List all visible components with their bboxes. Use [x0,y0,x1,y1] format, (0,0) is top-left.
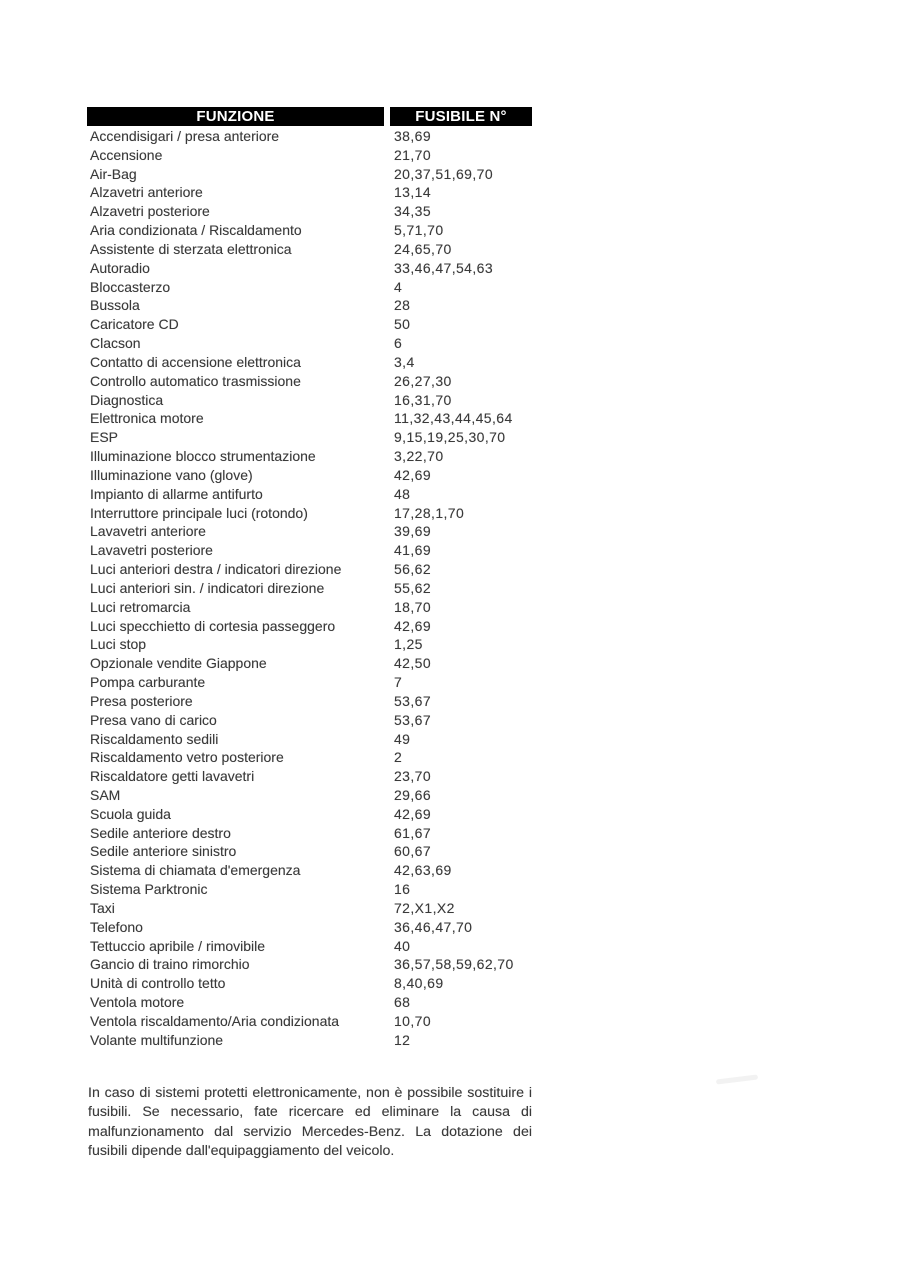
table-row [87,617,532,636]
table-row [87,937,532,956]
function-cell: Illuminazione vano (glove) [90,466,253,483]
table-row [87,485,532,504]
function-cell: Alzavetri anteriore [90,184,203,201]
function-cell: Telefono [90,918,143,935]
fuse-number-cell: 13,14 [394,184,432,201]
fuse-number-cell: 42,63,69 [394,862,452,879]
table-row [87,955,532,974]
function-cell: Sistema Parktronic [90,881,208,898]
fuse-number-cell: 7 [394,674,403,691]
fuse-number-cell: 6 [394,335,403,352]
fuse-number-cell: 38,69 [394,128,432,144]
function-cell: Interruttore principale luci (rotondo) [90,504,308,521]
fuse-number-cell: 11,32,43,44,45,64 [394,410,513,427]
fuse-number-cell: 1,25 [394,636,423,653]
fuse-number-cell: 40 [394,937,411,954]
table-row [87,221,532,240]
function-cell: Riscaldamento sedili [90,730,219,747]
table-row [87,296,532,315]
table-row [87,654,532,673]
table-row [87,598,532,617]
function-cell: Opzionale vendite Giappone [90,655,267,672]
fuse-number-cell: 24,65,70 [394,240,452,257]
fuse-number-cell: 3,4 [394,353,415,370]
function-cell: Lavavetri posteriore [90,542,213,559]
function-cell: Sistema di chiamata d'emergenza [90,862,301,879]
table-row [87,880,532,899]
table-row [87,466,532,485]
function-cell: Riscaldatore getti lavavetri [90,768,255,785]
fuse-number-cell: 42,50 [394,655,432,672]
fuse-number-cell: 53,67 [394,711,432,728]
function-cell: Luci anteriori destra / indicatori direzione [90,561,342,578]
function-cell: Presa posteriore [90,692,193,709]
table-header-row [87,107,532,126]
fuse-number-cell: 60,67 [394,843,432,860]
fuse-table-body [87,126,532,1050]
fuse-number-cell: 49 [394,730,411,747]
function-cell: Controllo automatico trasmissione [90,372,301,389]
fuse-number-cell: 10,70 [394,1012,432,1029]
function-cell: Ventola motore [90,994,185,1011]
table-row [87,993,532,1012]
function-cell: Luci anteriori sin. / indicatori direzione [90,579,325,596]
table-row [87,730,532,749]
fuse-number-cell: 39,69 [394,523,432,540]
table-row [87,824,532,843]
table-row [87,183,532,202]
table-row [87,805,532,824]
function-cell: Luci specchietto di cortesia passeggero [90,617,336,634]
function-cell: Scuola guida [90,805,171,822]
fuse-number-cell: 8,40,69 [394,975,444,992]
table-row [87,899,532,918]
table-row [87,315,532,334]
table-row [87,711,532,730]
function-cell: Accendisigari / presa anteriore [90,128,280,144]
fuse-number-cell: 16 [394,881,411,898]
fuse-table [87,107,532,1050]
function-cell: Air-Bag [90,165,137,182]
fuse-number-cell: 42,69 [394,466,432,483]
fuse-number-cell: 12 [394,1031,411,1048]
table-row [87,334,532,353]
function-cell: ESP [90,429,119,446]
function-cell: Assistente di sterzata elettronica [90,240,292,257]
fuse-number-cell: 17,28,1,70 [394,504,465,521]
fuse-number-cell: 20,37,51,69,70 [394,165,494,182]
fuse-number-cell: 2 [394,749,403,766]
function-cell: Taxi [90,899,115,916]
table-row [87,372,532,391]
table-row [87,786,532,805]
function-cell: Ventola riscaldamento/Aria condizionata [90,1012,340,1029]
table-row [87,560,532,579]
table-row [87,259,532,278]
function-cell: Presa vano di carico [90,711,217,728]
fuse-number-cell: 5,71,70 [394,222,444,239]
table-row [87,1012,532,1031]
table-row [87,447,532,466]
fuse-number-cell: 3,22,70 [394,448,444,465]
table-row [87,673,532,692]
function-cell: Elettronica motore [90,410,204,427]
fuse-number-cell: 9,15,19,25,30,70 [394,429,506,446]
function-cell: Unità di controllo tetto [90,975,226,992]
fuse-number-cell: 42,69 [394,617,432,634]
fuse-number-cell: 53,67 [394,692,432,709]
fuse-number-cell: 4 [394,278,403,295]
table-row [87,918,532,937]
fuse-number-cell: 36,57,58,59,62,70 [394,956,514,973]
table-row [87,202,532,221]
function-cell: Clacson [90,335,141,352]
table-row [87,391,532,410]
header-funzione: FUNZIONE [87,107,384,126]
function-cell: Gancio di traino rimorchio [90,956,250,973]
table-row [87,541,532,560]
function-cell: Lavavetri anteriore [90,523,206,540]
table-row [87,504,532,523]
table-row [87,861,532,880]
function-cell: Aria condizionata / Riscaldamento [90,222,302,239]
fuse-number-cell: 48 [394,485,411,502]
table-row [87,579,532,598]
table-row [87,692,532,711]
header-fusibile-n: FUSIBILE N° [390,107,532,126]
function-cell: Pompa carburante [90,674,206,691]
function-cell: Caricatore CD [90,316,179,333]
fuse-number-cell: 68 [394,994,411,1011]
table-row [87,240,532,259]
table-row [87,748,532,767]
fuse-number-cell: 34,35 [394,203,432,220]
fuse-number-cell: 33,46,47,54,63 [394,259,494,276]
function-cell: Bloccasterzo [90,278,171,295]
function-cell: Bussola [90,297,140,314]
function-cell: Contatto di accensione elettronica [90,353,301,370]
table-row [87,428,532,447]
note-paragraph: In caso di sistemi protetti elettronicamente, non è possibile sostituire i fusibili. Se necessario, fate ricercare ed eliminare la causa di malfunzionamento dal servizio Mercedes-Benz. La dotazione dei fusibili dipende dall'equipaggiamento del veicolo. [88,1085,532,1159]
function-cell: Volante multifunzione [90,1031,224,1048]
function-cell: Sedile anteriore sinistro [90,843,237,860]
table-row [87,842,532,861]
fuse-number-cell: 21,70 [394,146,432,163]
table-row [87,409,532,428]
fuse-number-cell: 50 [394,316,411,333]
fuse-number-cell: 72,X1,X2 [394,899,455,916]
table-row [87,522,532,541]
fuse-number-cell: 41,69 [394,542,432,559]
fuse-number-cell: 56,62 [394,561,432,578]
fuse-number-cell: 26,27,30 [394,372,452,389]
fuse-number-cell: 61,67 [394,824,432,841]
function-cell: Riscaldamento vetro posteriore [90,749,284,766]
fuse-number-cell: 42,69 [394,805,432,822]
fuse-number-cell: 55,62 [394,579,432,596]
fuse-number-cell: 18,70 [394,598,432,615]
fuse-number-cell: 29,66 [394,786,432,803]
function-cell: Luci retromarcia [90,598,191,615]
function-cell: SAM [90,786,121,803]
table-row [87,767,532,786]
function-cell: Luci stop [90,636,147,653]
table-row [87,127,532,146]
function-cell: Diagnostica [90,391,164,408]
table-row [87,635,532,654]
scan-artifact [716,1074,758,1084]
fuse-number-cell: 16,31,70 [394,391,452,408]
table-row [87,974,532,993]
function-cell: Alzavetri posteriore [90,203,210,220]
function-cell: Tettuccio apribile / rimovibile [90,937,266,954]
table-row [87,353,532,372]
fuse-number-cell: 28 [394,297,411,314]
function-cell: Sedile anteriore destro [90,824,231,841]
function-cell: Illuminazione blocco strumentazione [90,448,316,465]
table-row [87,165,532,184]
function-cell: Autoradio [90,259,150,276]
function-cell: Impianto di allarme antifurto [90,485,263,502]
fuse-number-cell: 36,46,47,70 [394,918,473,935]
table-row [87,1031,532,1050]
function-cell: Accensione [90,146,163,163]
fuse-number-cell: 23,70 [394,768,432,785]
table-row [87,146,532,165]
table-row [87,278,532,297]
